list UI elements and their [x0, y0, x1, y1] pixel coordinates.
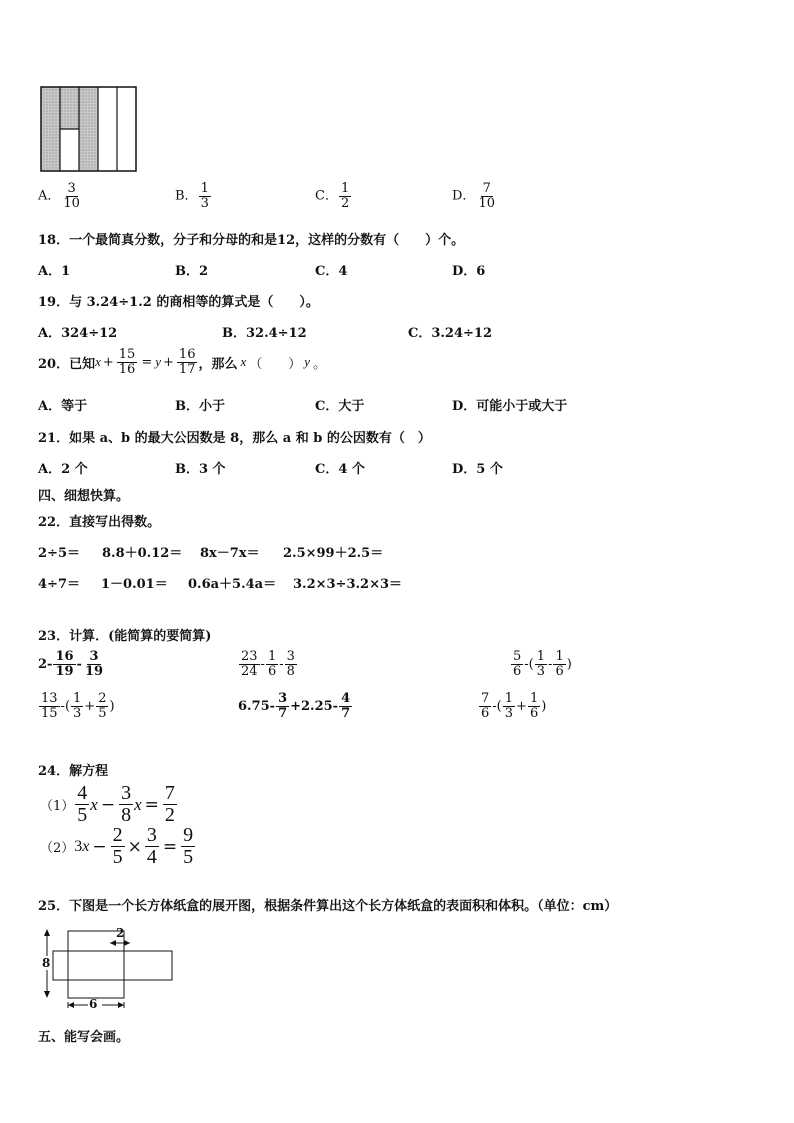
q20-option-a[interactable]: A．等于 — [38, 399, 88, 414]
fraction: $\frac{23}{24}$ — [241, 649, 258, 679]
q22-item: 4÷7＝ — [38, 577, 80, 592]
q17-option-b[interactable]: B． $\frac{1}{3}$ — [175, 181, 209, 211]
fraction: $\frac{5}{6}$ — [513, 649, 522, 679]
q22-item: 8x－7x＝ — [200, 546, 260, 561]
q17-shaded-rectangle-figure — [40, 86, 138, 172]
fraction: $\frac{2}{5}$ — [98, 691, 107, 721]
fraction: $\frac{1}{3}$ — [536, 649, 546, 679]
q22-question: 22．直接写出得数。 — [38, 515, 161, 530]
fraction: $\frac{1}{3}$ — [200, 181, 209, 211]
fraction: $\frac{3}{10}$ — [63, 181, 80, 211]
q18-option-a[interactable]: A．1 — [38, 264, 71, 279]
fraction: $\frac{13}{15}$ — [41, 691, 58, 721]
shaded-column-3 — [79, 87, 98, 171]
fraction: $\frac{3}{8}$ — [286, 649, 295, 679]
q18-question: 18．一个最简真分数，分子和分母的和是12，这样的分数有（ ）个。 — [38, 233, 465, 248]
q24-equation-1: （1） $\frac{4}{5}$ x − $\frac{3}{8}$ x = $\frac{7}{2}$ — [40, 782, 175, 826]
fraction: $\frac{2}{5}$ — [112, 824, 123, 868]
fraction: $\frac{7}{10}$ — [478, 181, 495, 211]
q20-question: 20．已知 x + $\frac{15}{16}$ = y + $\frac{16}{17}$ ，那么 x （ ） y 。 — [38, 347, 327, 377]
q22-item: 2.5×99＋2.5＝ — [283, 546, 384, 561]
fraction: $\frac{3}{4}$ — [146, 824, 157, 868]
q24-equation-2: （2） 3 x − $\frac{2}{5}$ × $\frac{3}{4}$ = $\frac{9}{5}$ — [40, 824, 194, 868]
q23-expression-4: $\frac{13}{15}$ -( $\frac{1}{3}$ + $\frac{2}{5}$ ) — [41, 691, 115, 721]
fraction: $\frac{4}{7}$ — [341, 691, 351, 721]
q23-question: 23．计算．(能简算的要简算) — [38, 629, 212, 644]
q20-option-c[interactable]: C．大于 — [315, 399, 365, 414]
q20-option-b[interactable]: B．小于 — [175, 399, 225, 414]
q23-expression-5: 6.75- $\frac{3}{7}$ +2.25- $\frac{4}{7}$ — [238, 691, 351, 721]
q19-question: 19．与 3.24÷1.2 的商相等的算式是（ ）。 — [38, 295, 319, 310]
q21-option-d[interactable]: D．5 个 — [452, 462, 503, 477]
fraction: $\frac{1}{6}$ — [555, 649, 564, 679]
q17-option-d[interactable]: D． $\frac{7}{10}$ — [452, 181, 495, 211]
fraction: $\frac{9}{5}$ — [183, 824, 194, 868]
fraction: $\frac{1}{2}$ — [340, 181, 350, 211]
fraction: $\frac{7}{6}$ — [481, 691, 490, 721]
fraction: $\frac{16}{17}$ — [178, 347, 196, 377]
section-5-heading: 五、能写会画。 — [38, 1030, 130, 1045]
q20-option-d[interactable]: D．可能小于或大于 — [452, 399, 568, 414]
q21-option-b[interactable]: B．3 个 — [175, 462, 226, 477]
q23-expression-1: 2- $\frac{16}{19}$ - $\frac{3}{19}$ — [38, 649, 104, 679]
fraction: $\frac{1}{3}$ — [73, 691, 82, 721]
q21-question: 21．如果 a、b 的最大公因数是 8，那么 a 和 b 的公因数有（ ） — [38, 431, 431, 446]
fraction: $\frac{3}{8}$ — [121, 782, 132, 826]
q22-item: 8.8＋0.12＝ — [102, 546, 183, 561]
fraction: $\frac{4}{5}$ — [77, 782, 88, 826]
fraction: $\frac{7}{2}$ — [164, 782, 175, 826]
fraction: $\frac{16}{19}$ — [55, 649, 74, 679]
shaded-column-1 — [41, 87, 60, 171]
fraction: $\frac{1}{6}$ — [529, 691, 539, 721]
q19-option-a[interactable]: A．324÷12 — [38, 326, 118, 341]
q25-box-net-diagram — [38, 926, 178, 1016]
q25-dim-length-label: 6 — [89, 997, 98, 1011]
q19-option-c[interactable]: C．3.24÷12 — [408, 326, 492, 341]
q18-option-c[interactable]: C．4 — [315, 264, 348, 279]
q18-option-b[interactable]: B．2 — [175, 264, 209, 279]
q18-option-d[interactable]: D．6 — [452, 264, 486, 279]
q25-dim-width-label: 2 — [116, 926, 125, 940]
q21-option-c[interactable]: C．4 个 — [315, 462, 365, 477]
q22-item: 2÷5＝ — [38, 546, 80, 561]
fraction: $\frac{3}{19}$ — [84, 649, 104, 679]
fraction: $\frac{15}{16}$ — [118, 347, 136, 377]
q22-item: 0.6a＋5.4a＝ — [188, 577, 277, 592]
q23-expression-2: $\frac{23}{24}$ - $\frac{1}{6}$ - $\frac{3}{8}$ — [241, 649, 295, 679]
q23-expression-3: $\frac{5}{6}$ -( $\frac{1}{3}$ - $\frac{1}{6}$ ) — [513, 649, 572, 679]
fraction: $\frac{1}{3}$ — [504, 691, 514, 721]
q22-item: 3.2×3÷3.2×3＝ — [293, 577, 403, 592]
q17-option-a[interactable]: A． $\frac{3}{10}$ — [38, 181, 80, 211]
q25-dim-height-label: 8 — [42, 956, 51, 970]
fraction: $\frac{3}{7}$ — [278, 691, 288, 721]
q24-question: 24．解方程 — [38, 764, 109, 779]
q23-expression-6: $\frac{7}{6}$ -( $\frac{1}{3}$ + $\frac{1}{6}$ ) — [481, 691, 547, 721]
q19-option-b[interactable]: B．32.4÷12 — [222, 326, 307, 341]
fraction: $\frac{1}{6}$ — [267, 649, 277, 679]
q25-question: 25．下图是一个长方体纸盒的展开图，根据条件算出这个长方体纸盒的表面积和体积。（单位：cm） — [38, 899, 618, 914]
shaded-column-2-top — [60, 87, 79, 129]
section-4-heading: 四、细想快算。 — [38, 489, 130, 504]
q21-option-a[interactable]: A．2 个 — [38, 462, 88, 477]
q22-item: 1－0.01＝ — [101, 577, 168, 592]
q17-option-c[interactable]: C． $\frac{1}{2}$ — [315, 181, 350, 211]
